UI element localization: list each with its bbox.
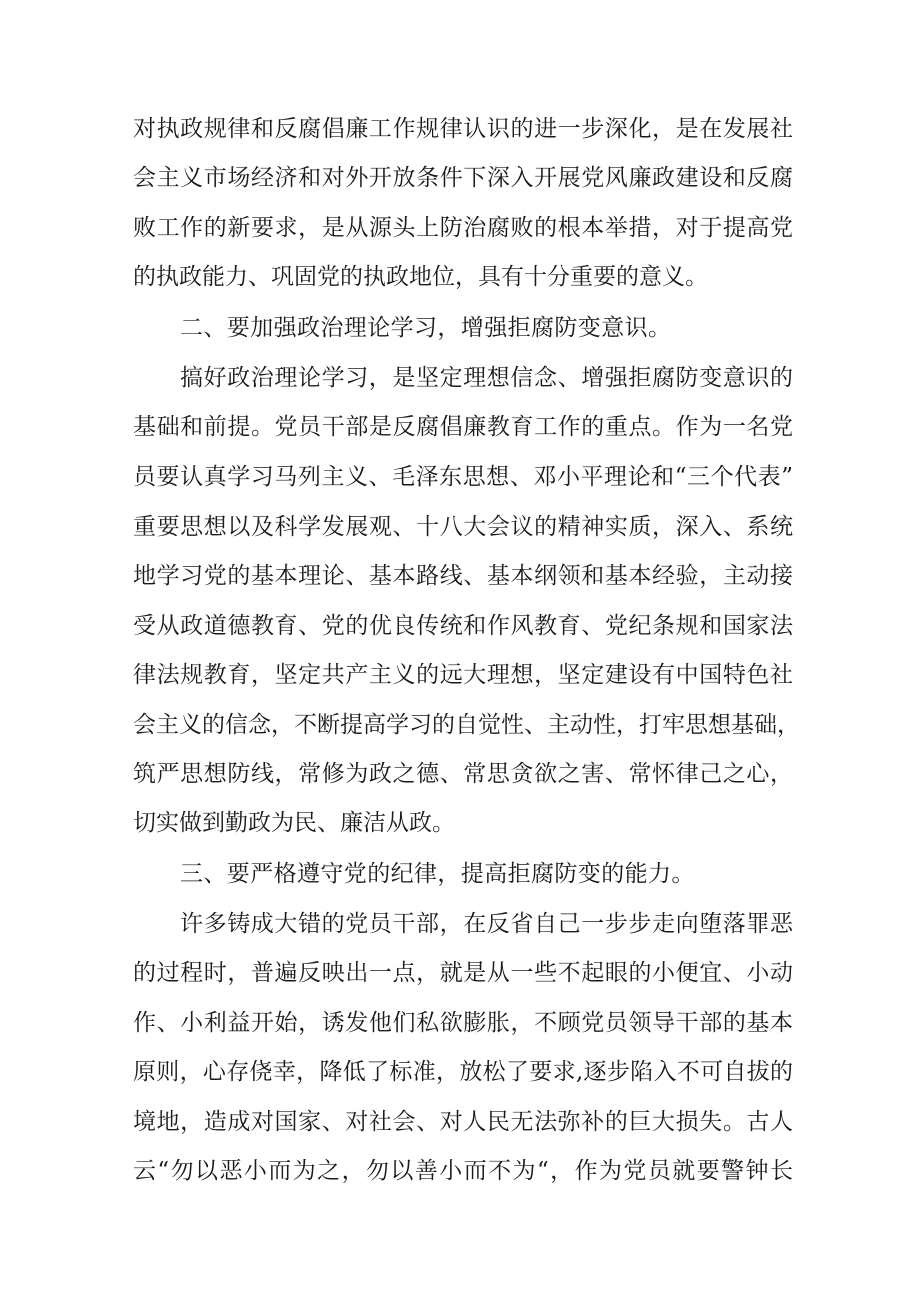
paragraph-2-line-10: 切实做到勤政为民、廉洁从政。 (133, 810, 455, 836)
paragraph-1-line-1: 对执政规律和反腐倡廉工作规律认识的进一步深化，是在发展社 (133, 116, 793, 142)
paragraph-3-line-2: 的过程时，普遍反映出一点，就是从一些不起眼的小便宜、小动 (133, 960, 793, 986)
section-heading-3: 三、要严格遵守党的纪律，提高拒腐防变的能力。 (180, 861, 695, 887)
paragraph-2-line-5: 地学习党的基本理论、基本路线、基本纲领和基本经验，主动接 (133, 563, 793, 589)
paragraph-2-line-7: 律法规教育，坚定共产主义的远大理想，坚定建设有中国特色社 (133, 662, 793, 688)
paragraph-2-line-4: 重要思想以及科学发展观、十八大会议的精神实质，深入、系统 (133, 514, 793, 540)
paragraph-3-line-1: 许多铸成大错的党员干部，在反省自己一步步走向堕落罪恶 (180, 911, 793, 937)
paragraph-2-line-1: 搞好政治理论学习，是坚定理想信念、增强拒腐防变意识的 (180, 365, 793, 391)
paragraph-3-line-4: 原则，心存侥幸，降低了标准，放松了要求,逐步陷入不可自拔的 (133, 1059, 793, 1085)
paragraph-2-line-6: 受从政道德教育、党的优良传统和作风教育、党纪条规和国家法 (133, 613, 793, 639)
paragraph-3-line-5: 境地，造成对国家、对社会、对人民无法弥补的巨大损失。古人 (133, 1109, 793, 1135)
paragraph-3-line-3: 作、小利益开始，诱发他们私欲膨胀，不顾党员领导干部的基本 (133, 1010, 793, 1036)
paragraph-1-line-4: 的执政能力、巩固党的执政地位，具有十分重要的意义。 (133, 264, 708, 290)
paragraph-1-line-3: 败工作的新要求，是从源头上防治腐败的根本举措，对于提高党 (133, 215, 793, 241)
paragraph-2-line-2: 基础和前提。党员干部是反腐倡廉教育工作的重点。作为一名党 (133, 414, 793, 440)
paragraph-3-line-6: 云“勿以恶小而为之，勿以善小而不为“，作为党员就要警钟长 (133, 1158, 793, 1184)
paragraph-2-line-9: 筑严思想防线，常修为政之德、常思贪欲之害、常怀律己之心， (133, 761, 793, 787)
paragraph-1-line-2: 会主义市场经济和对外开放条件下深入开展党风廉政建设和反腐 (133, 165, 793, 191)
paragraph-2-line-8: 会主义的信念，不断提高学习的自觉性、主动性，打牢思想基础， (133, 712, 800, 738)
paragraph-2-line-3: 员要认真学习马列主义、毛泽东思想、邓小平理论和“三个代表” (133, 464, 793, 490)
section-heading-2: 二、要加强政治理论学习，增强拒腐防变意识。 (180, 315, 672, 341)
